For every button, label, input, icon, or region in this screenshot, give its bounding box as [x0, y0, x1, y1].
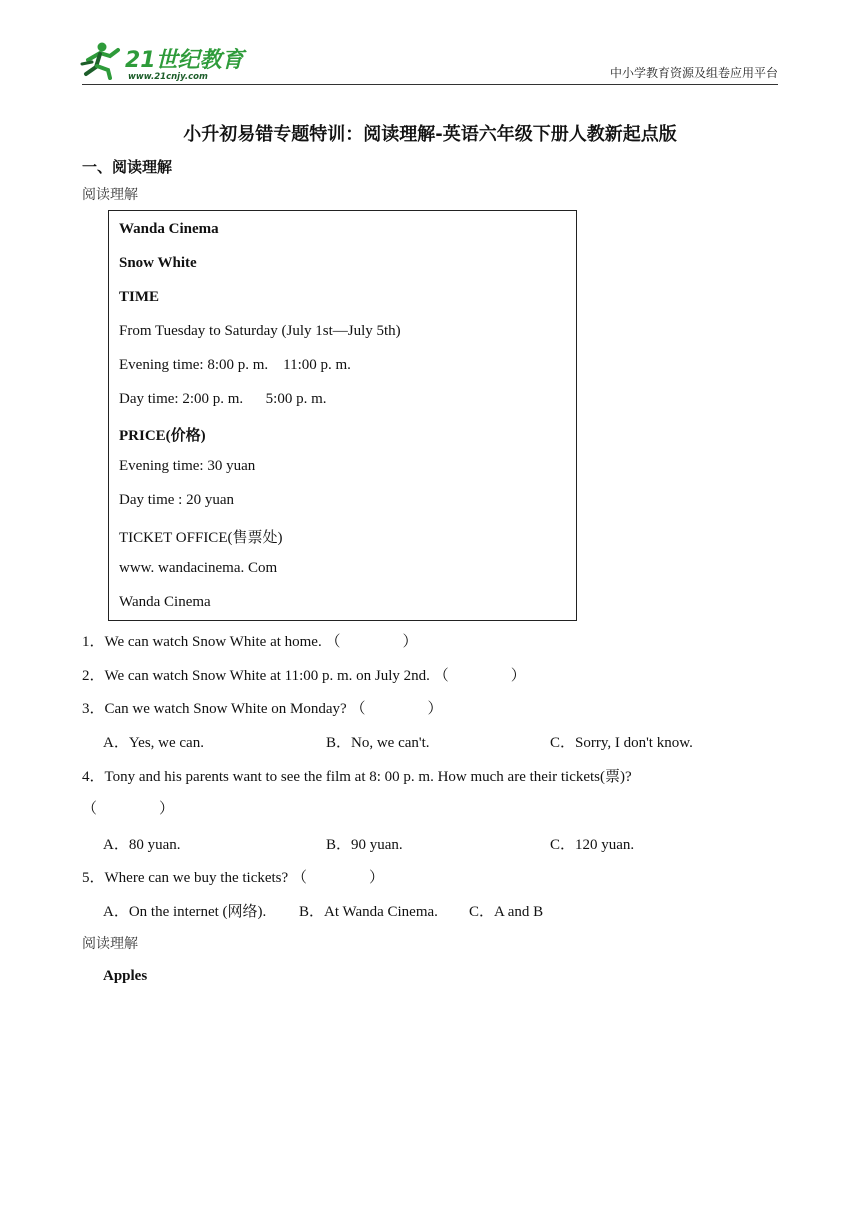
option-c[interactable]: C．A and B — [469, 904, 544, 920]
notice-line: Snow White — [119, 255, 197, 271]
answer-paren-open: （ — [325, 634, 341, 650]
passage1-label: 阅读理解 — [82, 187, 138, 203]
question-5 — [82, 866, 384, 887]
notice-line: Evening time: 30 yuan — [119, 458, 256, 474]
option-b[interactable]: B．90 yuan. — [326, 837, 403, 853]
passage2-title: Apples — [103, 968, 148, 984]
answer-paren-close: ） — [368, 870, 384, 886]
section-heading: 一、阅读理解 — [82, 158, 173, 176]
question-text: We can watch Snow White at home. — [104, 634, 326, 650]
answer-paren-close: ） — [427, 701, 443, 717]
answer-paren-open: （ — [291, 870, 307, 886]
notice-line: TIME — [119, 289, 160, 305]
question-number: 2． — [82, 668, 105, 684]
option-a[interactable]: A．Yes, we can. — [103, 735, 204, 751]
notice-line: PRICE(价格) — [119, 428, 206, 444]
question-text: We can watch Snow White at 11:00 p. m. on July 2nd. — [104, 668, 434, 684]
logo-url: www.21cnjy.com — [128, 72, 208, 82]
answer-paren-open: （ — [350, 701, 366, 717]
question-text: Can we watch Snow White on Monday? — [104, 701, 351, 717]
notice-line: Day time: 2:00 p. m. 5:00 p. m. — [119, 391, 327, 407]
answer-paren-close: ） — [402, 634, 418, 650]
answer-paren-close: ） — [159, 801, 175, 817]
platform-name: 中小学教育资源及组卷应用平台 — [609, 66, 778, 80]
question-number: 3． — [82, 701, 105, 717]
question-2 — [82, 664, 526, 685]
document-title: 小升初易错专题特训：阅读理解-英语六年级下册人教新起点版 — [183, 124, 677, 145]
answer-paren-open: （ — [433, 668, 449, 684]
notice-line: Wanda Cinema — [119, 594, 211, 610]
header-divider — [82, 84, 778, 85]
logo-text: 21世纪教育 — [125, 48, 244, 73]
question-1 — [82, 630, 418, 651]
option-a[interactable]: A．On the internet (网络). — [103, 904, 267, 920]
question-number: 5． — [82, 870, 105, 886]
passage2-label: 阅读理解 — [82, 936, 138, 952]
question-4 — [82, 765, 632, 786]
notice-line: Wanda Cinema — [119, 221, 219, 237]
site-logo — [80, 40, 250, 82]
option-b[interactable]: B．At Wanda Cinema. — [299, 904, 438, 920]
question-number: 4． — [82, 769, 105, 785]
answer-paren-close: ） — [510, 668, 526, 684]
runner-icon — [82, 43, 118, 79]
question-text: Where can we buy the tickets? — [104, 870, 292, 886]
notice-line: From Tuesday to Saturday (July 1st—July 5th) — [119, 323, 401, 339]
notice-line: Evening time: 8:00 p. m. 11:00 p. m. — [119, 357, 351, 373]
notice-line: www. wandacinema. Com — [119, 560, 278, 576]
option-c[interactable]: C．120 yuan. — [550, 837, 635, 853]
notice-line: Day time : 20 yuan — [119, 492, 234, 508]
answer-paren-open: （ — [82, 801, 98, 817]
question-3 — [82, 697, 442, 718]
option-a[interactable]: A．80 yuan. — [103, 837, 181, 853]
question-4-answer — [82, 797, 174, 818]
option-b[interactable]: B．No, we can't. — [326, 735, 430, 751]
question-number: 1． — [82, 634, 105, 650]
notice-line: TICKET OFFICE(售票处) — [119, 530, 283, 546]
option-c[interactable]: C．Sorry, I don't know. — [550, 735, 693, 751]
question-text: Tony and his parents want to see the film at 8: 00 p. m. How much are their tickets(票)? — [104, 769, 632, 785]
